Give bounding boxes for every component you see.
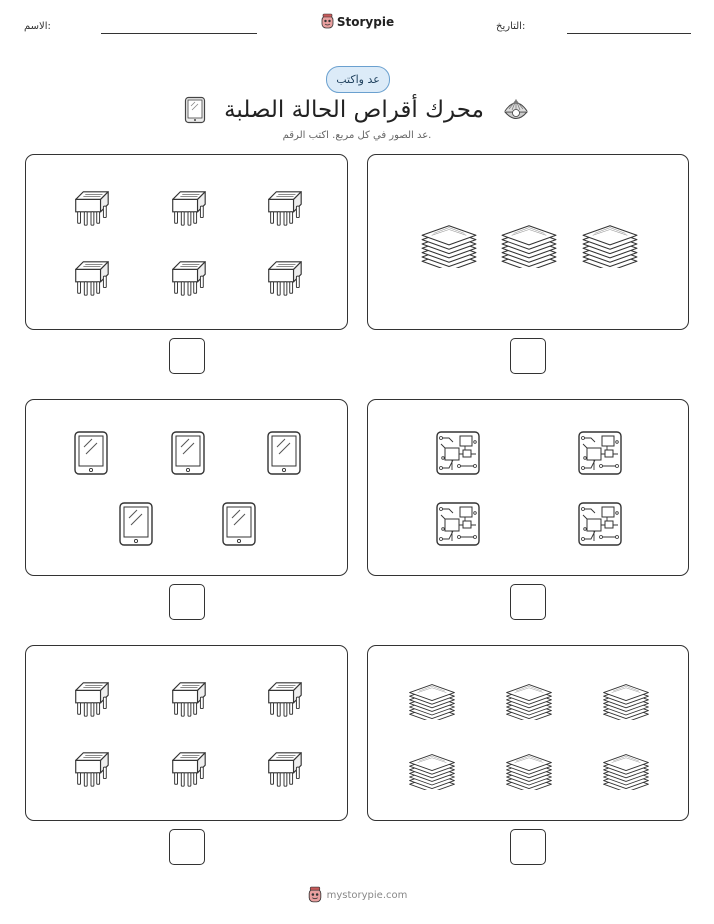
answer-box[interactable] xyxy=(510,829,546,865)
microchip-icon xyxy=(263,185,305,231)
name-label: الاسم: xyxy=(24,21,51,32)
storypie-mascot-icon xyxy=(320,13,335,30)
counting-panel xyxy=(367,399,689,576)
stacked-layers-icon xyxy=(505,748,553,790)
counting-panel xyxy=(367,154,689,330)
microchip-icon xyxy=(263,676,305,722)
tablet-icon xyxy=(221,501,257,547)
title-row xyxy=(0,95,714,125)
stacked-layers-icon xyxy=(500,218,558,268)
stacked-layers-icon xyxy=(602,748,650,790)
date-line[interactable] xyxy=(567,33,691,34)
microchip-icon xyxy=(167,746,209,792)
counting-panel xyxy=(367,645,689,821)
stacked-layers-icon xyxy=(505,678,553,720)
stacked-layers-icon xyxy=(602,678,650,720)
tablet-icon xyxy=(118,501,154,547)
microchip-icon xyxy=(167,185,209,231)
microchip-icon xyxy=(263,746,305,792)
stacked-layers-icon xyxy=(581,218,639,268)
answer-box[interactable] xyxy=(169,584,205,620)
oyster-pearl-icon xyxy=(502,97,530,123)
microchip-icon xyxy=(70,746,112,792)
answer-box[interactable] xyxy=(169,338,205,374)
brand xyxy=(0,13,714,30)
answer-box[interactable] xyxy=(169,829,205,865)
stacked-layers-icon xyxy=(408,748,456,790)
answer-box[interactable] xyxy=(510,584,546,620)
answer-box[interactable] xyxy=(510,338,546,374)
microchip-icon xyxy=(70,185,112,231)
page-title: محرك أقراص الحالة الصلبة xyxy=(224,97,484,123)
storypie-mascot-icon xyxy=(307,886,323,904)
stacked-layers-icon xyxy=(420,218,478,268)
counting-panel xyxy=(25,645,348,821)
counting-panel xyxy=(25,154,348,330)
footer-url: mystorypie.com xyxy=(326,889,408,901)
circuit-board-icon xyxy=(577,501,623,547)
footer xyxy=(0,886,714,904)
circuit-board-icon xyxy=(435,501,481,547)
tablet-icon xyxy=(184,96,206,124)
instructions: عد الصور في كل مربع. اكتب الرقم. xyxy=(282,130,432,141)
microchip-icon xyxy=(70,676,112,722)
tablet-icon xyxy=(73,430,109,476)
tablet-icon xyxy=(170,430,206,476)
circuit-board-icon xyxy=(577,430,623,476)
microchip-icon xyxy=(167,255,209,301)
microchip-icon xyxy=(167,676,209,722)
circuit-board-icon xyxy=(435,430,481,476)
microchip-icon xyxy=(263,255,305,301)
tablet-icon xyxy=(266,430,302,476)
brand-name: Storypie xyxy=(336,14,395,29)
date-label: التاريخ: xyxy=(496,21,526,32)
microchip-icon xyxy=(70,255,112,301)
name-line[interactable] xyxy=(101,33,257,34)
activity-badge: عد واكتب xyxy=(326,66,390,93)
counting-panel xyxy=(25,399,348,576)
stacked-layers-icon xyxy=(408,678,456,720)
